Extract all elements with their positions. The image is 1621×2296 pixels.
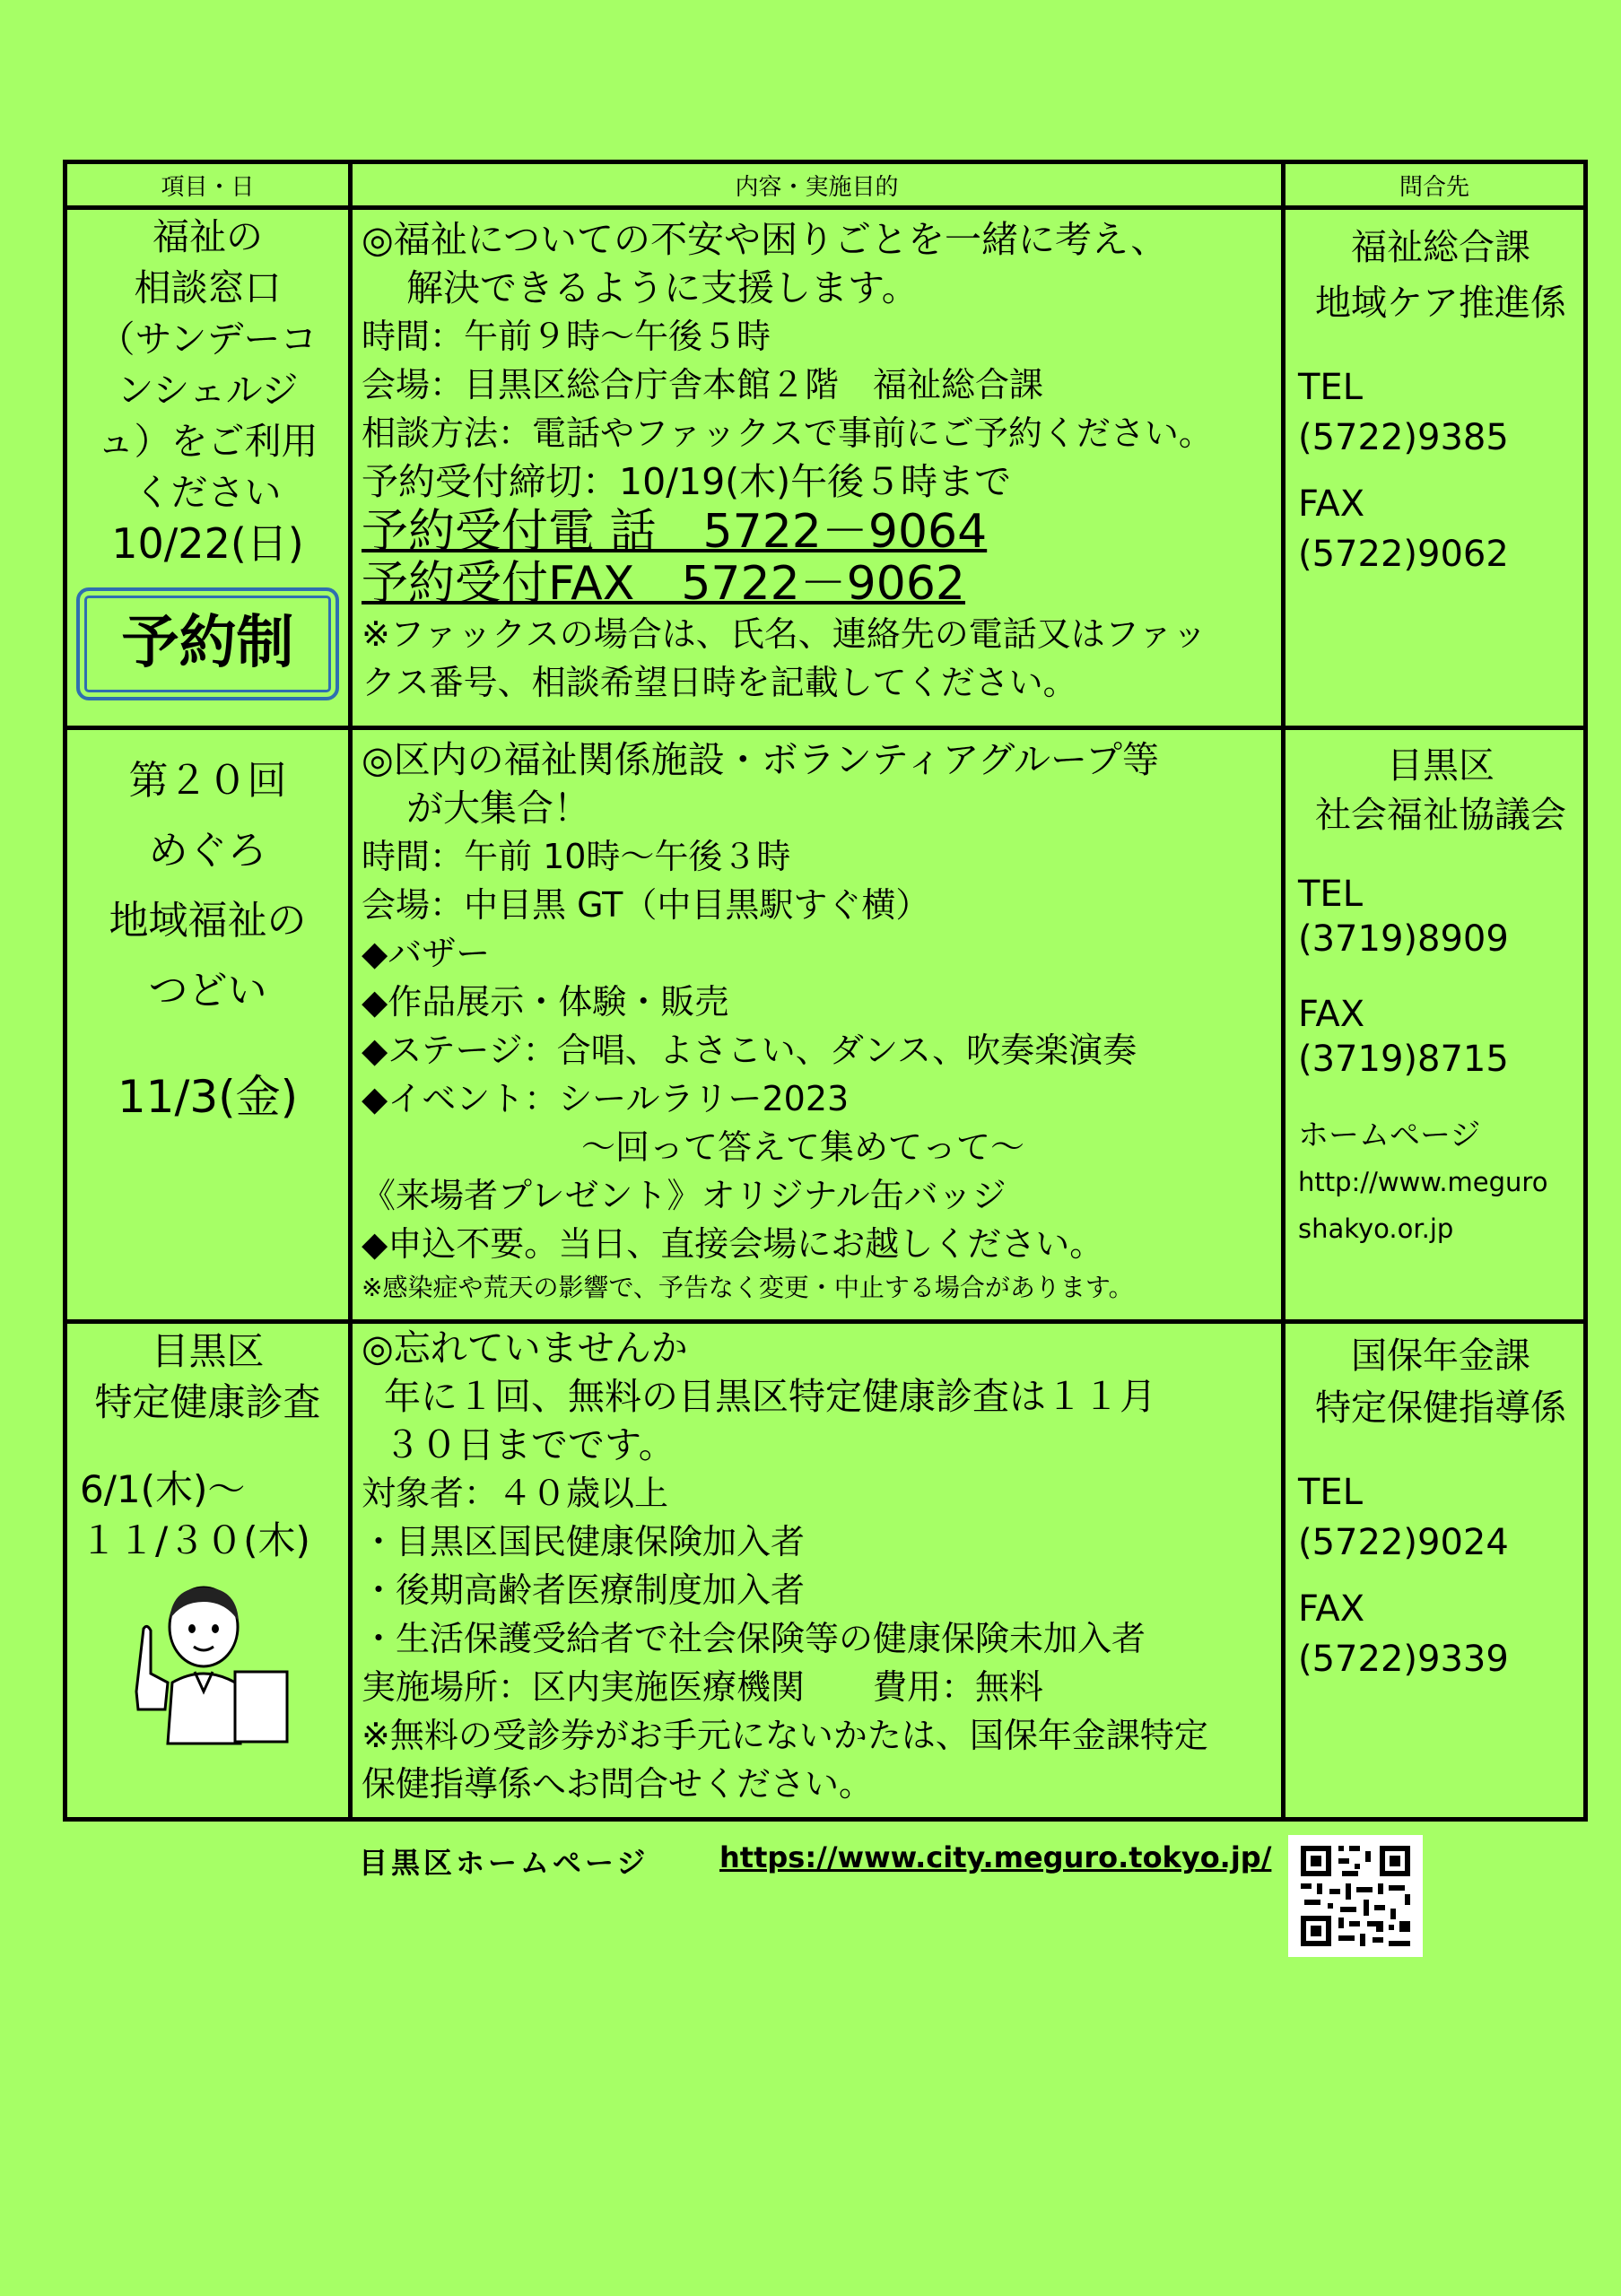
tel-number: (3719)8909 [1298, 918, 1509, 960]
reservation-fax: 予約受付FAX 5722－9062 [362, 557, 966, 611]
row3-item [65, 1322, 351, 1820]
fax-label: FAX [1298, 994, 1365, 1035]
content-line: ※ファックスの場合は、氏名、連絡先の電話又はファッ [362, 614, 1207, 654]
contact-dept: 目黒区 [1387, 745, 1495, 787]
contact-section: 地域ケア推進係 [1315, 283, 1566, 324]
content-line: ◎忘れていませんか [362, 1326, 688, 1370]
content-line: 対象者：４０歳以上 [362, 1474, 669, 1513]
content-line: ◆イベント：シールラリー2023 [362, 1079, 850, 1118]
item-line: 第２０回 [128, 758, 287, 804]
table-header-row [65, 162, 1586, 208]
tel-number: (5722)9385 [1298, 417, 1509, 458]
tel-label: TEL [1298, 367, 1363, 408]
fax-label: FAX [1298, 483, 1365, 525]
homepage-url[interactable]: http://www.meguro [1298, 1167, 1548, 1197]
table-row [65, 208, 1586, 728]
content-line: 保健指導係へお問合せください。 [362, 1764, 874, 1804]
content-line: ◆申込不要。当日、直接会場にお越しください。 [362, 1224, 1104, 1264]
contact-section: 社会福祉協議会 [1315, 795, 1566, 836]
content-line: ・目黒区国民健康保険加入者 [362, 1522, 806, 1561]
homepage-url-cont[interactable]: shakyo.or.jp [1298, 1213, 1454, 1244]
info-table [63, 160, 1588, 1822]
table-row [65, 728, 1586, 1322]
fax-label: FAX [1298, 1588, 1365, 1630]
tel-label: TEL [1298, 1472, 1363, 1513]
content-line: 時間：午前 10時～午後３時 [362, 837, 791, 876]
tel-number: (5722)9024 [1298, 1522, 1509, 1563]
content-line: ・後期高齢者医療制度加入者 [362, 1570, 806, 1610]
item-line: つどい [148, 968, 267, 1013]
event-date: 11/3(金) [117, 1071, 299, 1123]
content-line: 相談方法：電話やファックスで事前にご予約ください。 [362, 413, 1213, 453]
content-line: ◎区内の福祉関係施設・ボランティアグループ等 [362, 738, 1159, 781]
fax-number: (5722)9339 [1298, 1639, 1509, 1680]
header-item: 項目・日 [65, 162, 351, 208]
content-line: クス番号、相談希望日時を記載してください。 [362, 663, 1077, 702]
item-line: ンシェルジ [117, 369, 299, 412]
table-row [65, 1322, 1586, 1820]
content-line: 時間：午前９時～午後５時 [362, 317, 771, 356]
content-line: ３０日までです。 [384, 1423, 675, 1466]
content-line: 年に１回、無料の目黒区特定健康診査は１１月 [384, 1375, 1156, 1418]
contact-dept: 福祉総合課 [1351, 227, 1530, 268]
event-date: 10/22(日) [111, 519, 304, 568]
contact-section: 特定保健指導係 [1315, 1387, 1566, 1429]
content-line: 《来場者プレゼント》オリジナル缶バッジ [362, 1176, 1007, 1215]
event-date-end: １１/３０(木) [80, 1518, 310, 1562]
row3-contact [1284, 1322, 1586, 1820]
footer-label: 目黒区ホームページ [359, 1846, 649, 1880]
row1-content [351, 208, 1284, 728]
item-line: 特定健康診査 [94, 1380, 321, 1424]
homepage-label: ホームページ [1298, 1118, 1481, 1153]
content-line: ◎福祉についての不安や困りごとを一緒に考え、 [362, 218, 1168, 261]
header-content: 内容・実施目的 [351, 162, 1284, 208]
content-line: 会場：中目黒 GT（中目黒駅すぐ横） [362, 885, 930, 925]
item-line: 相談窓口 [134, 266, 282, 309]
row1-item [65, 208, 351, 728]
event-date-start: 6/1(木)～ [80, 1467, 246, 1511]
row2-content [351, 728, 1284, 1322]
item-line: 福祉の [153, 215, 263, 258]
content-line: 予約受付締切：10/19(木)午後５時まで [362, 460, 1012, 503]
row2-contact [1284, 728, 1586, 1322]
qr-code-icon [1288, 1835, 1423, 1957]
item-line: ュ）をご利用 [97, 420, 318, 463]
row3-content [351, 1322, 1284, 1820]
reservation-badge: 予約制 [76, 587, 339, 700]
item-line: 地域福祉の [109, 898, 307, 944]
row2-item [65, 728, 351, 1322]
contact-dept: 国保年金課 [1351, 1335, 1530, 1377]
content-line: 会場：目黒区総合庁舎本館２階 福祉総合課 [362, 365, 1044, 404]
content-line: ◆ステージ：合唱、よさこい、ダンス、吹奏楽演奏 [362, 1031, 1137, 1070]
item-line: めぐろ [148, 828, 267, 874]
header-contact: 問合先 [1284, 162, 1586, 208]
item-line: 目黒区 [151, 1329, 265, 1373]
content-line: ※無料の受診券がお手元にないかたは、国保年金課特定 [362, 1716, 1208, 1755]
content-line: ・生活保護受給者で社会保険等の健康保険未加入者 [362, 1619, 1146, 1658]
item-line: （サンデーコ [98, 317, 318, 361]
tel-label: TEL [1298, 874, 1363, 915]
reservation-phone: 予約受付電 話 5722－9064 [362, 505, 988, 559]
content-line: ◆作品展示・体験・販売 [362, 982, 729, 1022]
footer-url-link[interactable]: https://www.city.meguro.tokyo.jp/ [719, 1840, 1272, 1874]
fax-number: (3719)8715 [1298, 1039, 1509, 1080]
content-line: ◆バザー [362, 934, 491, 973]
row1-contact [1284, 208, 1586, 728]
person-illustration-icon [118, 1575, 298, 1745]
content-note: ※感染症や荒天の影響で、予告なく変更・中止する場合があります。 [362, 1273, 1134, 1302]
fax-number: (5722)9062 [1298, 534, 1509, 575]
content-line: 解決できるように支援します。 [406, 266, 919, 309]
item-line: ください [134, 471, 282, 514]
content-line: が大集合！ [406, 787, 590, 830]
content-line: 実施場所：区内実施医療機関 費用：無料 [362, 1667, 1044, 1707]
content-line: ～回って答えて集めてって～ [581, 1127, 1025, 1167]
